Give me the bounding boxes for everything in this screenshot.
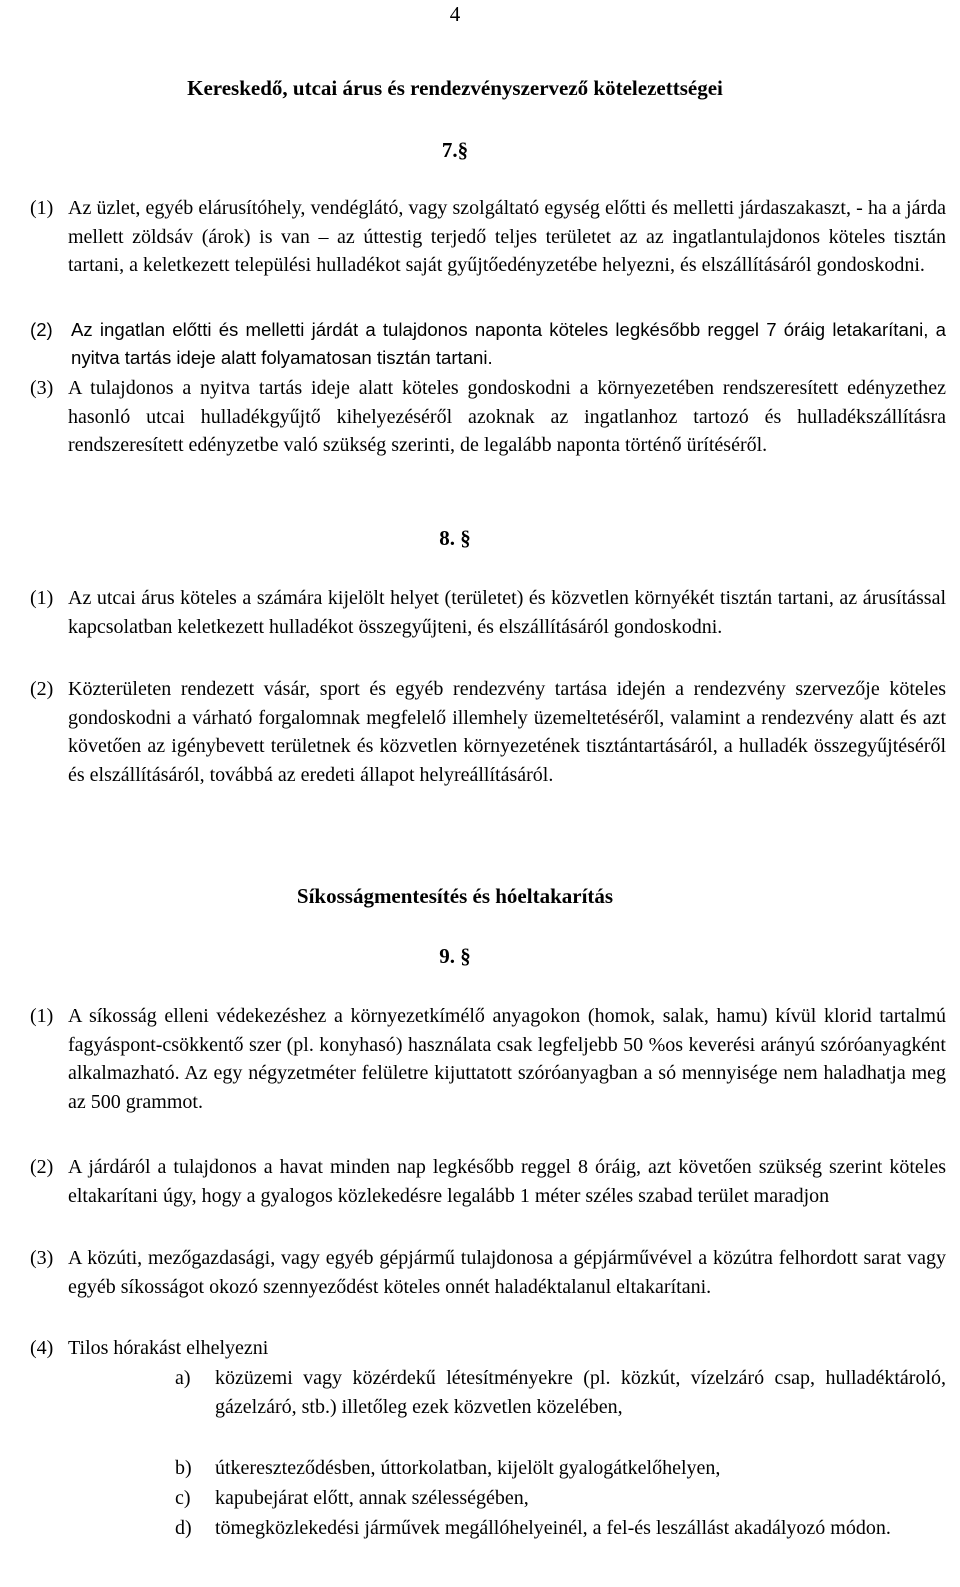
chapter-heading-merchants: Kereskedő, utcai árus és rendezvényszervező kötelezettségei — [187, 76, 723, 100]
paragraph-text: Az utcai árus köteles a számára kijelölt helyet (területet) és közvetlen környékét tisztán tartani, az árusítással kapcsolatban keletkezett hulladékot összegyűjteni, és elszállításáról gondoskodni. — [68, 587, 946, 638]
section-9-paragraph-1 — [30, 1002, 946, 1116]
list-item-marker: b) — [175, 1457, 192, 1479]
paragraph-text: Közterületen rendezett vásár, sport és egyéb rendezvény tartása idején a rendezvény szervezője köteles gondoskodni a várható forgalomnak megfelelő illemhely üzemeltetéséről, valamint a rendezvény alatt és azt követően az igénybevett területnek és közvetlen környezetének tisztántartásáról, a hulladék összegyűjtéséről és elszállításáról, továbbá az eredeti állapot helyreállításáról. — [68, 678, 946, 786]
paragraph-number: (3) — [30, 1247, 54, 1269]
list-item-marker: a) — [175, 1367, 191, 1389]
paragraph-text: Az üzlet, egyéb elárusítóhely, vendéglátó, vagy szolgáltató egység előtti és melletti járdaszakaszt, - ha a járda mellett zöldsáv (árok) is van – az úttestig terjedő teljes területet az az ingatlantulajdonos köteles tisztán tartani, a keletkezett települési hulladékot saját gyűjtőedényzetébe helyezni, és elszállításáról gondoskodni. — [68, 197, 946, 277]
page-number: 4 — [449, 2, 461, 26]
paragraph-text: A járdáról a tulajdonos a havat minden nap legkésőbb reggel 8 óráig, azt követően szükség szerint köteles eltakarítani úgy, hogy a gyalogos közlekedésre legalább 1 méter széles szabad terület maradjon — [68, 1156, 946, 1207]
paragraph-number: (1) — [30, 197, 54, 219]
paragraph-number: (2) — [30, 1156, 54, 1178]
section-7-paragraph-2 — [30, 316, 946, 373]
list-item-marker: d) — [175, 1517, 192, 1539]
paragraph-text: A síkosság elleni védekezéshez a környezetkímélő anyagokon (homok, salak, hamu) kívül klorid tartalmú fagyáspont-csökkentő szer (pl. konyhasó) használata csak legfeljebb 50 %os keverési arányú szóróanyagként alkalmazható. Az egy négyzetméter felületre kijuttatott szóróanyagban a só mennyisége nem haladhatja meg az 500 grammot. — [68, 1005, 946, 1113]
list-item-marker: c) — [175, 1487, 191, 1509]
paragraph-number: (2) — [30, 319, 53, 340]
list-item-text: kapubejárat előtt, annak szélességében, — [215, 1487, 529, 1509]
section-7-title: 7.§ — [441, 138, 469, 162]
paragraph-text: Tilos hórakást elhelyezni — [68, 1337, 269, 1359]
list-item-text: útkereszteződésben, úttorkolatban, kijelölt gyalogátkelőhelyen, — [215, 1457, 721, 1479]
section-9-paragraph-2 — [30, 1153, 946, 1210]
paragraph-number: (2) — [30, 678, 54, 700]
list-item-b — [175, 1454, 946, 1483]
section-8-paragraph-1 — [30, 584, 946, 641]
list-item-c — [175, 1484, 946, 1513]
paragraph-number: (4) — [30, 1337, 54, 1359]
section-9-title: 9. § — [439, 944, 471, 968]
paragraph-number: (1) — [30, 587, 54, 609]
list-item-d — [175, 1514, 946, 1543]
list-item-text: tömegközlekedési járművek megállóhelyeinél, a fel-és leszállást akadályozó módon. — [215, 1517, 891, 1539]
paragraph-text: A közúti, mezőgazdasági, vagy egyéb gépjármű tulajdonosa a gépjárművével a közútra felhordott sarat vagy egyéb síkosságot okozó szennyeződést köteles onnét haladéktalanul eltakarítani. — [68, 1247, 946, 1298]
list-item-a — [175, 1364, 946, 1421]
list-item-text: közüzemi vagy közérdekű létesítményekre (pl. közkút, vízelzáró csap, hulladéktároló, gázelzáró, stb.) illetőleg ezek közvetlen közelében, — [215, 1367, 946, 1418]
chapter-heading-snow-ice: Síkosságmentesítés és hóeltakarítás — [296, 884, 614, 908]
section-7-paragraph-3 — [30, 374, 946, 460]
paragraph-number: (1) — [30, 1005, 54, 1027]
paragraph-text: A tulajdonos a nyitva tartás ideje alatt köteles gondoskodni a környezetében rendszeresített edényzethez hasonló utcai hulladékgyűjtő kihelyezéséről azoknak az ingatlanhoz tartozó és hulladékszállításra rendszeresített edényzetbe való szükség szerinti, de legalább naponta történő ürítéséről. — [68, 377, 946, 457]
section-7-paragraph-1 — [30, 194, 946, 280]
paragraph-number: (3) — [30, 377, 54, 399]
paragraph-text: Az ingatlan előtti és melletti járdát a tulajdonos naponta köteles legkésőbb reggel 7 óráig letakarítani, a nyitva tartás ideje alatt folyamatosan tisztán tartani. — [71, 319, 946, 369]
section-9-paragraph-4 — [30, 1334, 946, 1363]
section-9-paragraph-3 — [30, 1244, 946, 1301]
section-8-title: 8. § — [439, 526, 471, 550]
section-8-paragraph-2 — [30, 675, 946, 789]
